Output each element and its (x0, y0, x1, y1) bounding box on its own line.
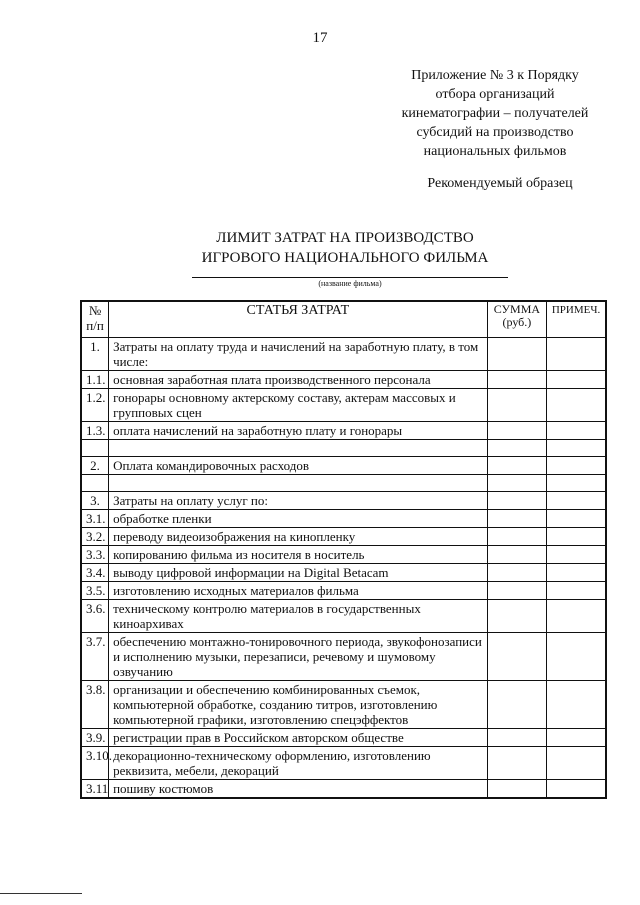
header-cost-item: СТАТЬЯ ЗАТРАТ (109, 301, 488, 338)
header-sum-line2: (руб.) (502, 315, 532, 329)
row-note-cell (547, 729, 606, 747)
row-note-cell (547, 582, 606, 600)
row-cost-item (109, 440, 488, 457)
header-note: ПРИМЕЧ. (547, 301, 606, 338)
table-row (81, 389, 606, 422)
table-row (81, 600, 606, 633)
table-row (81, 440, 606, 457)
header-number-line2: п/п (86, 318, 104, 333)
row-number: 3.10. (81, 747, 109, 780)
page-number: 17 (312, 30, 328, 46)
row-cost-item: обработке пленки (109, 510, 488, 528)
cost-table (80, 300, 607, 799)
row-cost-item: техническому контролю материалов в государственных киноархивах (109, 600, 488, 633)
row-number: 1.3. (81, 422, 109, 440)
title-line-2: ИГРОВОГО НАЦИОНАЛЬНОГО ФИЛЬМА (201, 250, 489, 266)
row-cost-item: основная заработная плата производственного персонала (109, 371, 488, 389)
row-cost-item: Оплата командировочных расходов (109, 457, 488, 475)
row-cost-item: Затраты на оплату труда и начислений на заработную плату, в том числе: (109, 338, 488, 371)
row-cost-item: организации и обеспечению комбинированных съемок, компьютерной обработке, созданию титров, изготовлению компьютерной графики, изготовлению спецэффектов (109, 681, 488, 729)
row-cost-item: переводу видеоизображения на кинопленку (109, 528, 488, 546)
row-cost-item: декорационно-техническому оформлению, изготовлению реквизита, мебели, декораций (109, 747, 488, 780)
row-sum-cell (487, 440, 546, 457)
row-number: 3.11 (81, 780, 109, 799)
table-row (81, 546, 606, 564)
header-sum (487, 301, 546, 338)
row-sum-cell (487, 457, 546, 475)
row-note-cell (547, 492, 606, 510)
document-title (0, 228, 640, 268)
row-sum-cell (487, 338, 546, 371)
appendix-line: национальных фильмов (423, 144, 567, 159)
table-row (81, 338, 606, 371)
row-number: 3.9. (81, 729, 109, 747)
row-number: 1.2. (81, 389, 109, 422)
appendix-line: Приложение № 3 к Порядку (411, 68, 579, 83)
row-number: 1. (81, 338, 109, 371)
row-sum-cell (487, 475, 546, 492)
row-number: 2. (81, 457, 109, 475)
sample-label: Рекомендуемый образец (427, 176, 573, 191)
table-row (81, 780, 606, 799)
row-cost-item: оплата начислений на заработную плату и гонорары (109, 422, 488, 440)
row-number (81, 475, 109, 492)
row-note-cell (547, 780, 606, 799)
row-note-cell (547, 457, 606, 475)
row-note-cell (547, 747, 606, 780)
row-sum-cell (487, 528, 546, 546)
table-row (81, 457, 606, 475)
title-line-1: ЛИМИТ ЗАТРАТ НА ПРОИЗВОДСТВО (216, 230, 474, 246)
table-row (81, 475, 606, 492)
appendix-line: кинематографии – получателей (401, 106, 589, 121)
row-sum-cell (487, 582, 546, 600)
row-note-cell (547, 546, 606, 564)
appendix-line: субсидий на производство (416, 125, 574, 140)
table-row (81, 422, 606, 440)
row-note-cell (547, 389, 606, 422)
row-number: 3.2. (81, 528, 109, 546)
row-cost-item: копированию фильма из носителя в носитель (109, 546, 488, 564)
row-sum-cell (487, 564, 546, 582)
row-cost-item: изготовлению исходных материалов фильма (109, 582, 488, 600)
row-cost-item: пошиву костюмов (109, 780, 488, 799)
row-sum-cell (487, 747, 546, 780)
row-note-cell (547, 440, 606, 457)
row-note-cell (547, 600, 606, 633)
row-number: 3.8. (81, 681, 109, 729)
table-header-row (81, 301, 606, 338)
row-note-cell (547, 422, 606, 440)
film-name-line (192, 277, 508, 278)
row-number: 3.5. (81, 582, 109, 600)
table-row (81, 528, 606, 546)
row-cost-item: гонорары основному актерскому составу, актерам массовых и групповых сцен (109, 389, 488, 422)
row-note-cell (547, 681, 606, 729)
table-row (81, 510, 606, 528)
row-number (81, 440, 109, 457)
row-sum-cell (487, 510, 546, 528)
appendix-line: отбора организаций (435, 87, 555, 102)
row-note-cell (547, 510, 606, 528)
row-sum-cell (487, 633, 546, 681)
row-note-cell (547, 475, 606, 492)
row-cost-item: выводу цифровой информации на Digital Betacam (109, 564, 488, 582)
row-sum-cell (487, 371, 546, 389)
footnote-rule (0, 893, 82, 894)
row-sum-cell (487, 729, 546, 747)
row-sum-cell (487, 389, 546, 422)
row-cost-item: Затраты на оплату услуг по: (109, 492, 488, 510)
row-number: 1.1. (81, 371, 109, 389)
table-row (81, 492, 606, 510)
row-note-cell (547, 371, 606, 389)
table-row (81, 582, 606, 600)
row-sum-cell (487, 681, 546, 729)
row-number: 3. (81, 492, 109, 510)
table-row (81, 371, 606, 389)
row-cost-item: обеспечению монтажно-тонировочного периода, звукофонозаписи и исполнению музыки, перезаписи, речевому и шумовому озвучанию (109, 633, 488, 681)
row-sum-cell (487, 780, 546, 799)
row-note-cell (547, 633, 606, 681)
table-row (81, 633, 606, 681)
film-name-caption: (название фильма) (318, 279, 382, 288)
row-number: 3.3. (81, 546, 109, 564)
row-number: 3.6. (81, 600, 109, 633)
row-cost-item: регистрации прав в Российском авторском обществе (109, 729, 488, 747)
row-sum-cell (487, 422, 546, 440)
row-note-cell (547, 338, 606, 371)
row-number: 3.1. (81, 510, 109, 528)
row-sum-cell (487, 492, 546, 510)
row-number: 3.7. (81, 633, 109, 681)
row-note-cell (547, 528, 606, 546)
row-note-cell (547, 564, 606, 582)
row-cost-item (109, 475, 488, 492)
table-row (81, 564, 606, 582)
row-sum-cell (487, 546, 546, 564)
header-number-line1: № (88, 303, 102, 318)
row-number: 3.4. (81, 564, 109, 582)
row-sum-cell (487, 600, 546, 633)
header-sum-line1: СУММА (493, 302, 541, 316)
table-row (81, 729, 606, 747)
appendix-reference (390, 66, 600, 161)
table-row (81, 681, 606, 729)
table-row (81, 747, 606, 780)
header-number (81, 301, 109, 338)
